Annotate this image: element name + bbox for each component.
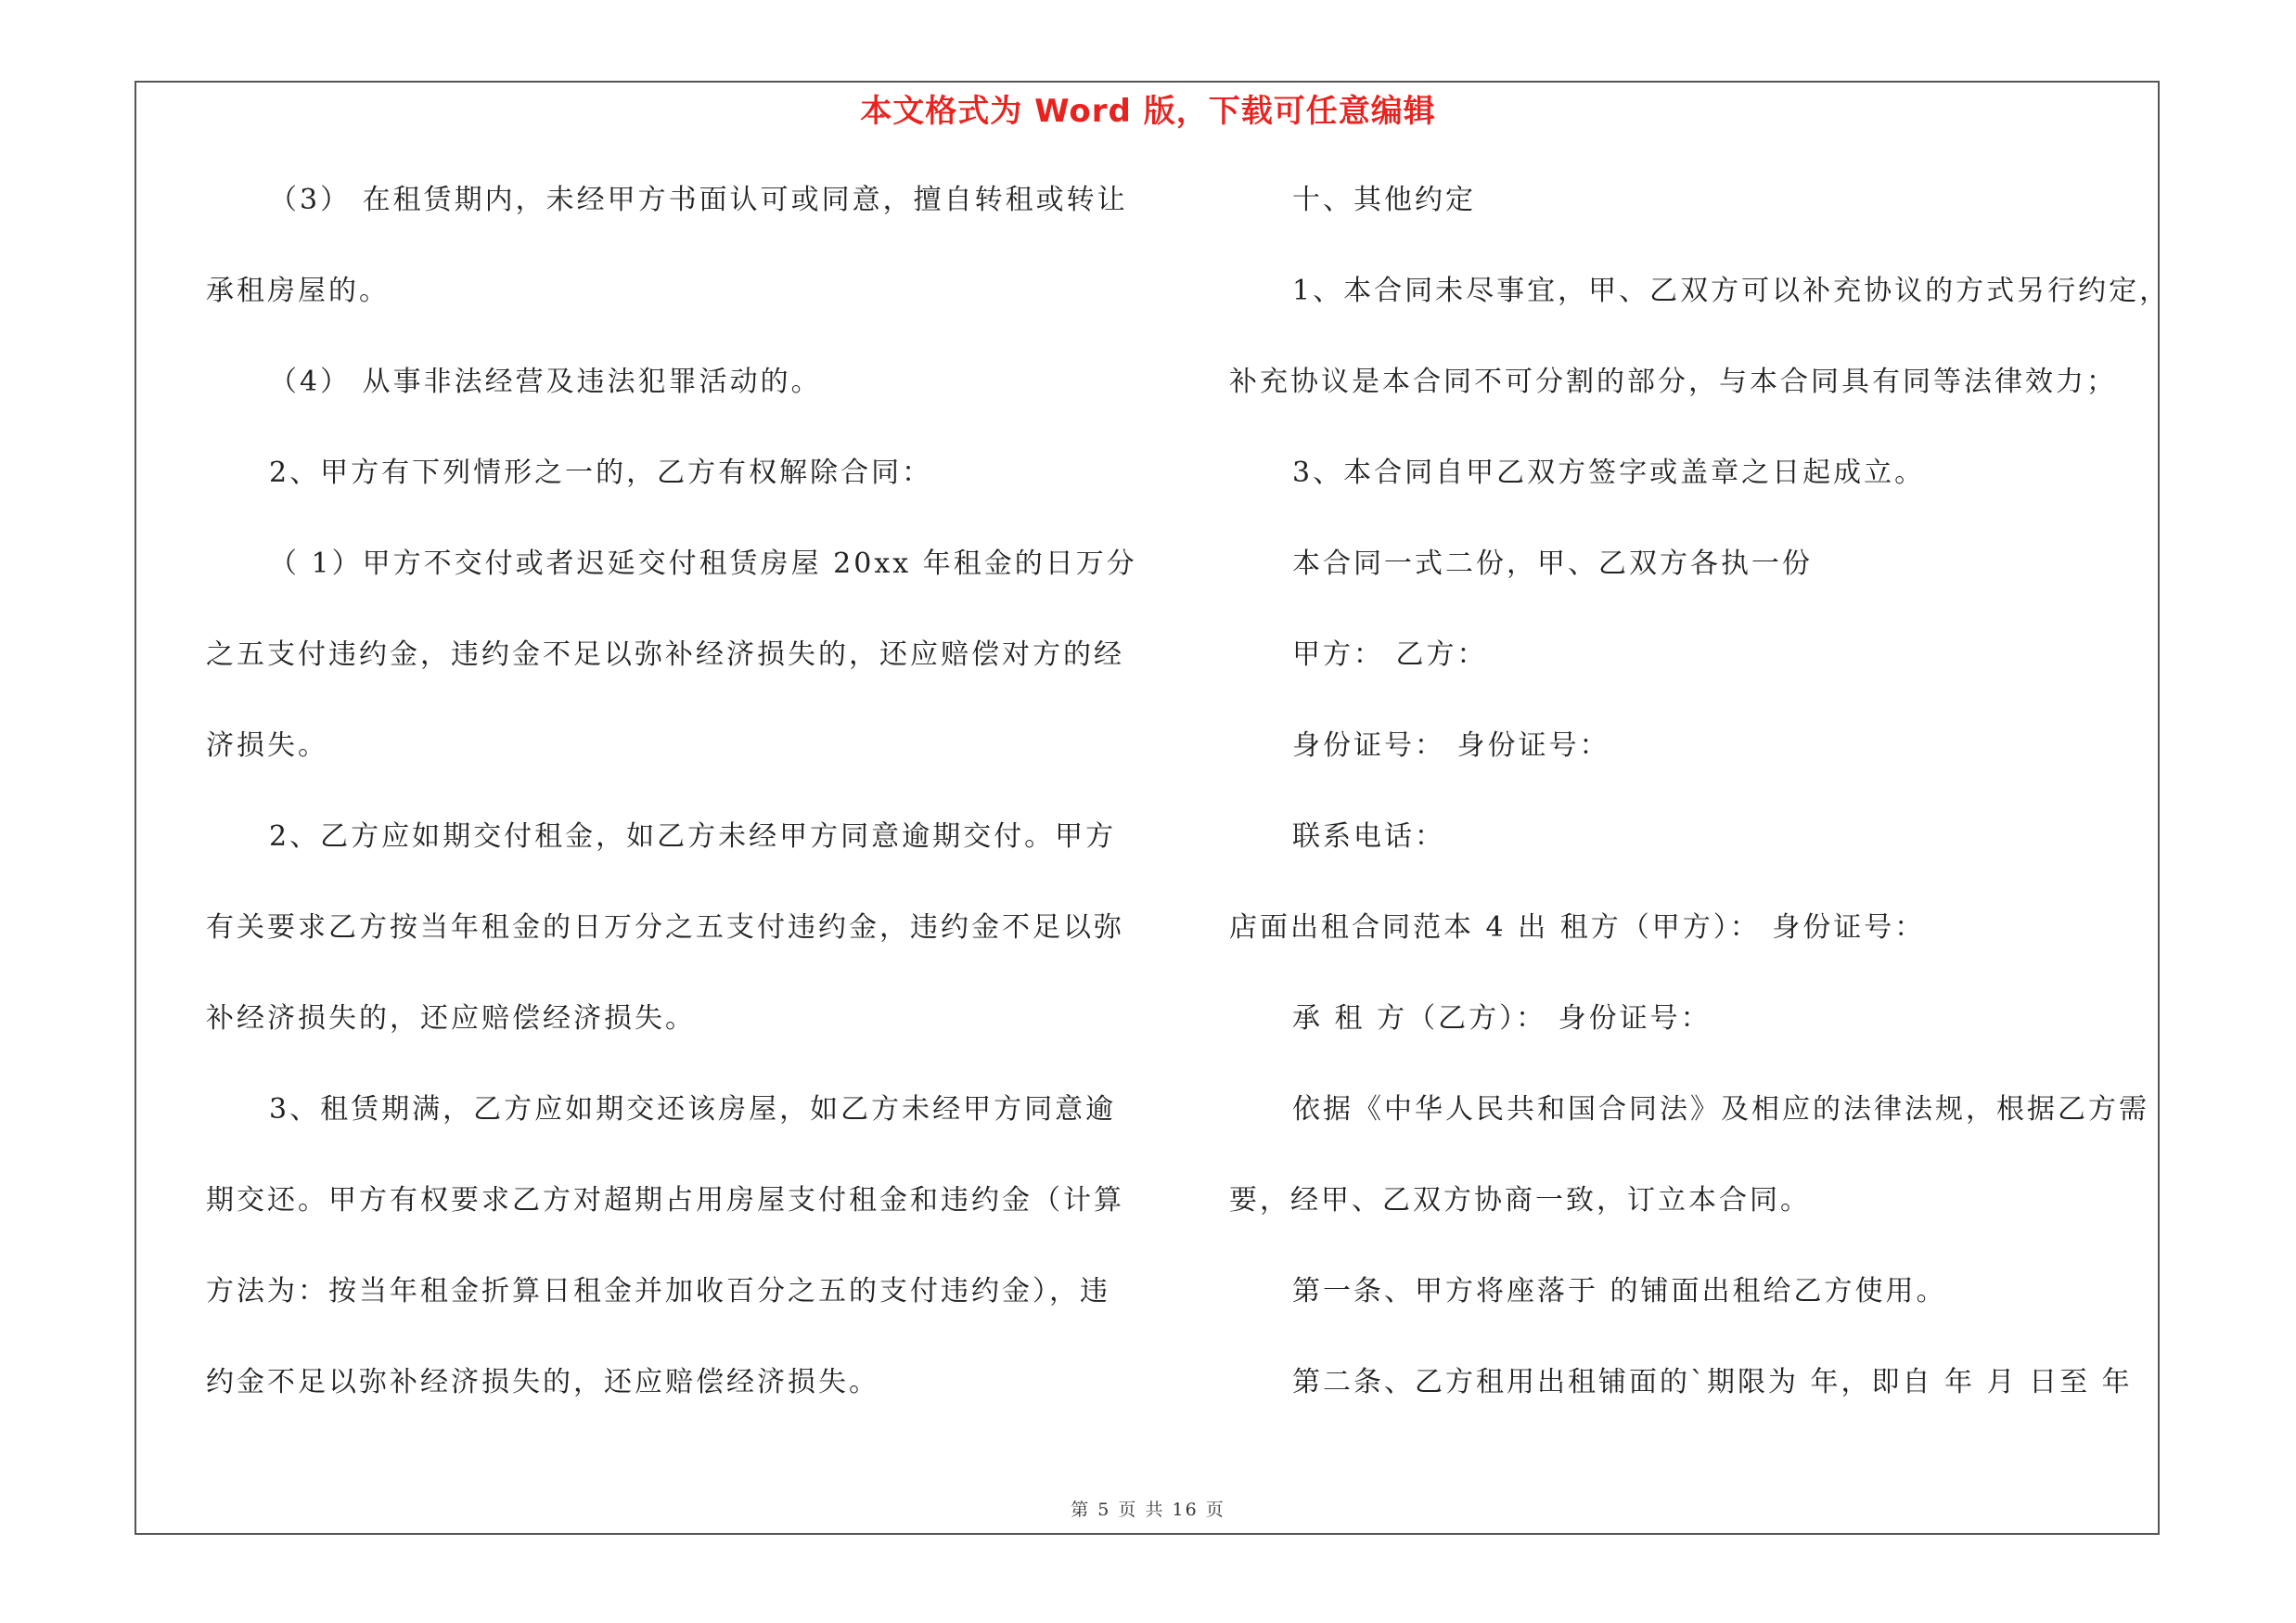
header-banner: 本文格式为 Word 版，下载可任意编辑 <box>860 93 1436 130</box>
page-number-footer: 第 5 页 共 16 页 <box>1071 1500 1225 1520</box>
paragraph-line: （ 1）甲方不交付或者迟延交付租赁房屋 20xx 年租金的日万分 <box>269 547 1137 580</box>
lessee-line: 承 租 方（乙方）： 身份证号： <box>1292 1002 1712 1035</box>
paragraph-line: 方法为：按当年租金折算日租金并加收百分之五的支付违约金），违 <box>206 1275 1110 1307</box>
phone-line: 联系电话： <box>1292 820 1445 853</box>
article-line: 第二条、乙方租用出租铺面的`期限为 年，即自 年 月 日至 年 <box>1292 1366 2133 1398</box>
paragraph-line: 1、本合同未尽事宜，甲、乙双方可以补充协议的方式另行约定， <box>1292 275 2171 307</box>
paragraph-line: 有关要求乙方按当年租金的日万分之五支付违约金，违约金不足以弥 <box>206 911 1124 944</box>
paragraph-line: （4） 从事非法经营及违法犯罪活动的。 <box>269 366 822 398</box>
paragraph-line: 依据《中华人民共和国合同法》及相应的法律法规，根据乙方需 <box>1292 1093 2149 1126</box>
contract-title-line: 店面出租合同范本 4 出 租方（甲方）： 身份证号： <box>1229 911 1926 944</box>
paragraph-line: 期交还。甲方有权要求乙方对超期占用房屋支付租金和违约金（计算 <box>206 1184 1124 1217</box>
paragraph-line: 3、本合同自甲乙双方签字或盖章之日起成立。 <box>1292 457 1926 489</box>
paragraph-line: 之五支付违约金，违约金不足以弥补经济损失的，还应赔偿对方的经 <box>206 638 1124 671</box>
paragraph-line: 2、甲方有下列情形之一的，乙方有权解除合同： <box>269 457 933 489</box>
paragraph-line: 3、租赁期满，乙方应如期交还该房屋，如乙方未经甲方同意逾 <box>269 1093 1117 1126</box>
paragraph-line: 补充协议是本合同不可分割的部分，与本合同具有同等法律效力； <box>1229 366 2117 398</box>
paragraph-line: （3） 在租赁期内，未经甲方书面认可或同意，擅自转租或转让 <box>269 184 1128 216</box>
signature-party-line: 甲方： 乙方： <box>1292 638 1488 671</box>
paragraph-line: 要，经甲、乙双方协商一致，订立本合同。 <box>1229 1184 1811 1217</box>
paragraph-line: 承租房屋的。 <box>206 275 390 307</box>
paragraph-line: 约金不足以弥补经济损失的，还应赔偿经济损失。 <box>206 1366 879 1398</box>
paragraph-line: 补经济损失的，还应赔偿经济损失。 <box>206 1002 696 1035</box>
paragraph-line: 2、乙方应如期交付租金，如乙方未经甲方同意逾期交付。甲方 <box>269 820 1117 853</box>
article-line: 第一条、甲方将座落于 的铺面出租给乙方使用。 <box>1292 1275 1947 1307</box>
section-heading: 十、其他约定 <box>1292 184 1476 216</box>
paragraph-line: 本合同一式二份，甲、乙双方各执一份 <box>1292 547 1813 580</box>
paragraph-line: 济损失。 <box>206 729 328 762</box>
id-number-line: 身份证号： 身份证号： <box>1292 729 1610 762</box>
